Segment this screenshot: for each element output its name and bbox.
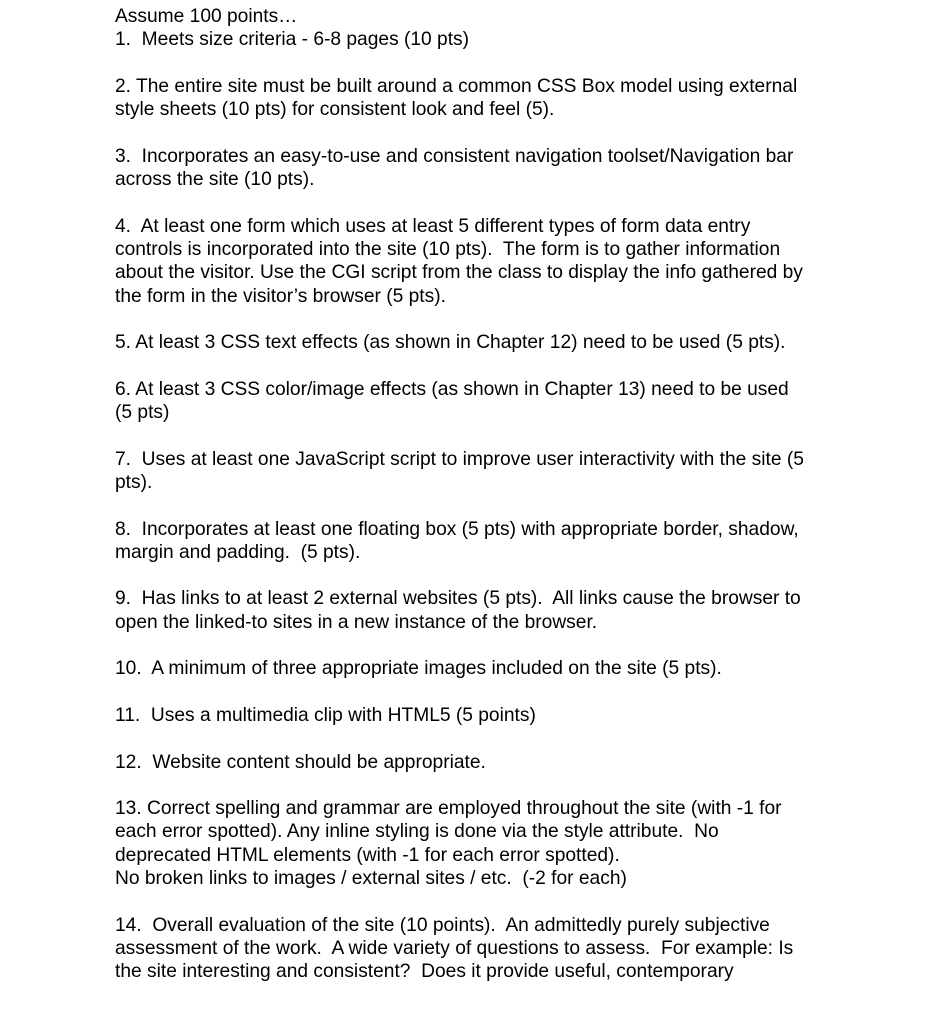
criterion-14 <box>115 914 855 984</box>
text-line: 13. Correct spelling and grammar are employed throughout the site (with -1 for <box>115 798 782 820</box>
text-line: open the linked-to sites in a new instance of the browser. <box>115 611 598 633</box>
text-line: controls is incorporated into the site (10 pts). The form is to gather information <box>115 238 781 260</box>
text-line: 3. Incorporates an easy-to-use and consistent navigation toolset/Navigation bar <box>115 145 794 167</box>
text-line: 4. At least one form which uses at least 5 different types of form data entry <box>115 215 751 237</box>
criterion-5 <box>115 331 855 354</box>
criterion-1: 1. Meets size criteria - 6-8 pages (10 pts) <box>115 29 470 51</box>
text-line: assessment of the work. A wide variety of questions to assess. For example: Is <box>115 937 794 959</box>
text-line: pts). <box>115 471 153 493</box>
text-line: style sheets (10 pts) for consistent look and feel (5). <box>115 99 555 121</box>
text-line: 8. Incorporates at least one floating box (5 pts) with appropriate border, shadow, <box>115 518 799 540</box>
text-line: 10. A minimum of three appropriate images included on the site (5 pts). <box>115 658 722 680</box>
criterion-8 <box>115 518 855 565</box>
text-line: the form in the visitor’s browser (5 pts). <box>115 285 446 307</box>
text-line: 12. Website content should be appropriate. <box>115 751 486 773</box>
text-line: No broken links to images / external sites / etc. (-2 for each) <box>115 867 627 889</box>
text-line: 11. Uses a multimedia clip with HTML5 (5 points) <box>115 704 536 726</box>
criterion-3 <box>115 145 855 192</box>
criterion-7 <box>115 448 855 495</box>
text-line: about the visitor. Use the CGI script from the class to display the info gathered by <box>115 262 803 284</box>
text-line: 2. The entire site must be built around a common CSS Box model using external <box>115 75 798 97</box>
text-line: across the site (10 pts). <box>115 169 315 191</box>
criterion-2 <box>115 75 855 122</box>
criterion-9 <box>115 587 855 634</box>
text-line: the site interesting and consistent? Does it provide useful, contemporary <box>115 961 734 983</box>
text-line: 7. Uses at least one JavaScript script to improve user interactivity with the site (5 <box>115 448 804 470</box>
text-line: margin and padding. (5 pts). <box>115 541 361 563</box>
criterion-13 <box>115 797 855 890</box>
header-block <box>115 5 855 52</box>
text-line: (5 pts) <box>115 402 170 424</box>
criterion-10 <box>115 657 855 680</box>
intro-line: Assume 100 points… <box>115 6 298 27</box>
text-line: each error spotted). Any inline styling is done via the style attribute. No <box>115 821 719 843</box>
text-line: 9. Has links to at least 2 external websites (5 pts). All links cause the browser to <box>115 588 801 610</box>
criterion-12 <box>115 751 855 774</box>
criterion-11 <box>115 704 855 727</box>
text-line: deprecated HTML elements (with -1 for each error spotted). <box>115 844 620 866</box>
criterion-4 <box>115 215 855 308</box>
text-line: 14. Overall evaluation of the site (10 points). An admittedly purely subjective <box>115 914 770 936</box>
document-page <box>115 5 855 983</box>
text-line: 6. At least 3 CSS color/image effects (as shown in Chapter 13) need to be used <box>115 378 789 400</box>
text-line: 5. At least 3 CSS text effects (as shown in Chapter 12) need to be used (5 pts). <box>115 332 786 354</box>
criterion-6 <box>115 378 855 425</box>
